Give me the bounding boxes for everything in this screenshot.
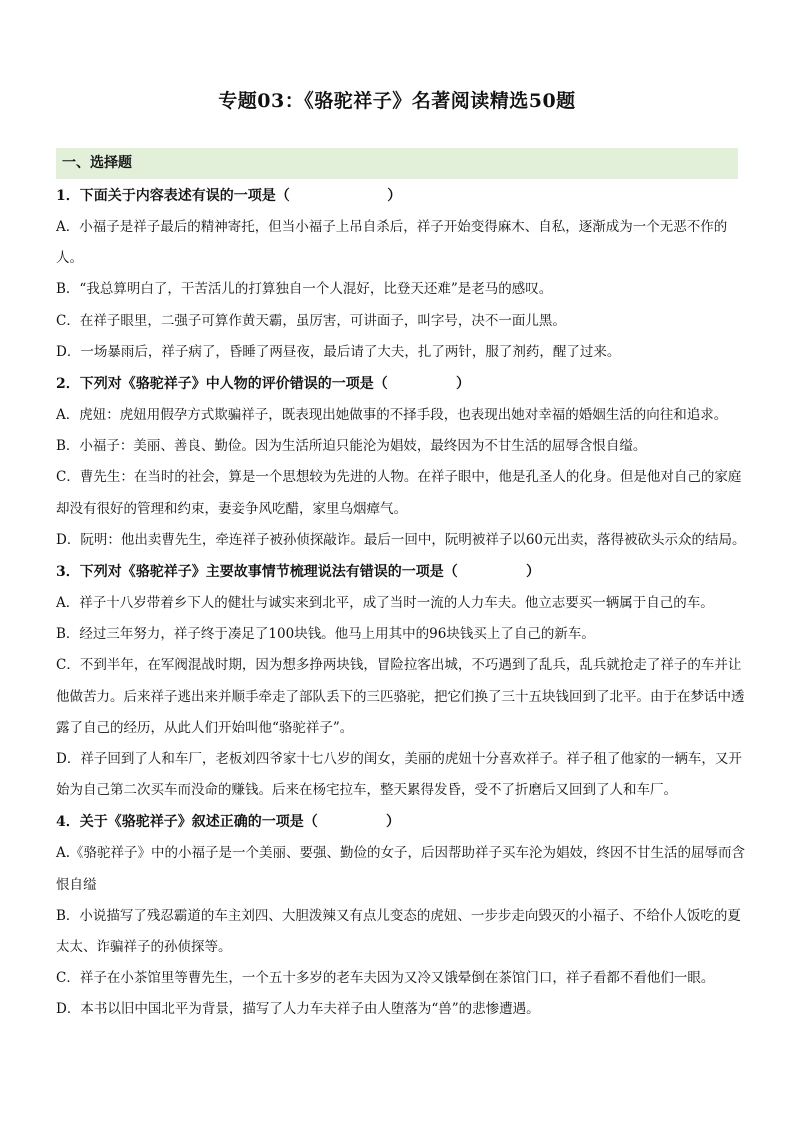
question-list [56, 180, 746, 1026]
option-b: B．小福子：美丽、善良、勤俭。因为生活所迫只能沦为娼妓，最终因为不甘生活的屈辱含恨自缢。 [56, 438, 647, 455]
option-c: C．曹先生：在当时的社会，算是一个思想较为先进的人物。在祥子眼中，他是孔圣人的化身。但是他对自己的家庭却没有很好的管理和约束，妻妾争风吃醋，家里乌烟瘴气。 [56, 469, 742, 517]
option-d: D．祥子回到了人和车厂，老板刘四爷家十七八岁的闺女，美丽的虎妞十分喜欢祥子。祥子租了他家的一辆车，又开始为自己第二次买车而没命的赚钱。后来在杨宅拉车，整天累得发昏，受不了折磨后又回到了人和车厂。 [56, 751, 742, 799]
option-d: D．阮明：他出卖曹先生，牵连祥子被孙侦探敲诈。最后一回中，阮明被祥子以60元出卖，落得被砍头示众的结局。 [56, 531, 746, 548]
option-a: A．小福子是祥子最后的精神寄托，但当小福子上吊自杀后，祥子开始变得麻木、自私，逐渐成为一个无恶不作的人。 [56, 219, 728, 267]
question-stem: 2．下列对《骆驼祥子》中人物的评价错误的一项是（ ） [56, 376, 470, 393]
option-b: B．“我总算明白了，干苦活儿的打算独自一个人混好，比登天还难”是老马的感叹。 [56, 281, 553, 298]
option-a: A.《骆驼祥子》中的小福子是一个美丽、要强、勤俭的女子，后因帮助祥子买车沦为娼妓，终因不甘生活的屈辱而含恨自缢 [56, 845, 746, 893]
question-stem: 1．下面关于内容表述有误的一项是（ ） [56, 188, 402, 204]
option-d: D．本书以旧中国北平为背景，描写了人力车夫祥子由人堕落为“兽”的悲惨遭遇。 [56, 1001, 540, 1018]
option-c: C．不到半年，在军阀混战时期，因为想多挣两块钱，冒险拉客出城，不巧遇到了乱兵，乱兵就抢走了祥子的车并让他做苦力。后来祥子逃出来并顺手牵走了部队丢下的三匹骆驼，把它们换了三十五块钱回到了北平。由于在梦话中透露了自己的经历，从此人们开始叫他“骆驼祥子”。 [56, 657, 745, 736]
page-title: 专题03：《骆驼祥子》名著阅读精选50题 [218, 90, 576, 112]
question-stem: 3．下列对《骆驼祥子》主要故事情节梳理说法有错误的一项是（ ） [56, 564, 540, 581]
option-d: D．一场暴雨后，祥子病了，昏睡了两昼夜，最后请了大夫，扎了两针，服了剂药，醒了过来。 [56, 343, 621, 360]
question-stem: 4．关于《骆驼祥子》叙述正确的一项是（ ） [56, 814, 400, 831]
option-b: B．经过三年努力，祥子终于凑足了100块钱。他马上用其中的96块钱买上了自己的新车。 [56, 626, 595, 643]
option-b: B．小说描写了残忍霸道的车主刘四、大胆泼辣又有点儿变态的虎妞、一步步走向毁灭的小福子、不给仆人饭吃的夏太太、诈骗祥子的孙侦探等。 [56, 907, 741, 956]
option-a: A．祥子十八岁带着乡下人的健壮与诚实来到北平，成了当时一流的人力车夫。他立志要买一辆属于自己的车。 [56, 595, 714, 612]
option-c: C．在祥子眼里，二强子可算作黄天霸，虽厉害，可讲面子，叫字号，决不一面儿黑。 [56, 312, 566, 329]
option-a: A．虎妞：虎妞用假孕方式欺骗祥子，既表现出她做事的不择手段，也表现出她对幸福的婚姻生活的向往和追求。 [56, 407, 728, 424]
section-header: 一、选择题 [56, 148, 738, 179]
option-c: C．祥子在小茶馆里等曹先生，一个五十多岁的老车夫因为又冷又饿晕倒在茶馆门口，祥子看都不看他们一眼。 [56, 970, 715, 987]
